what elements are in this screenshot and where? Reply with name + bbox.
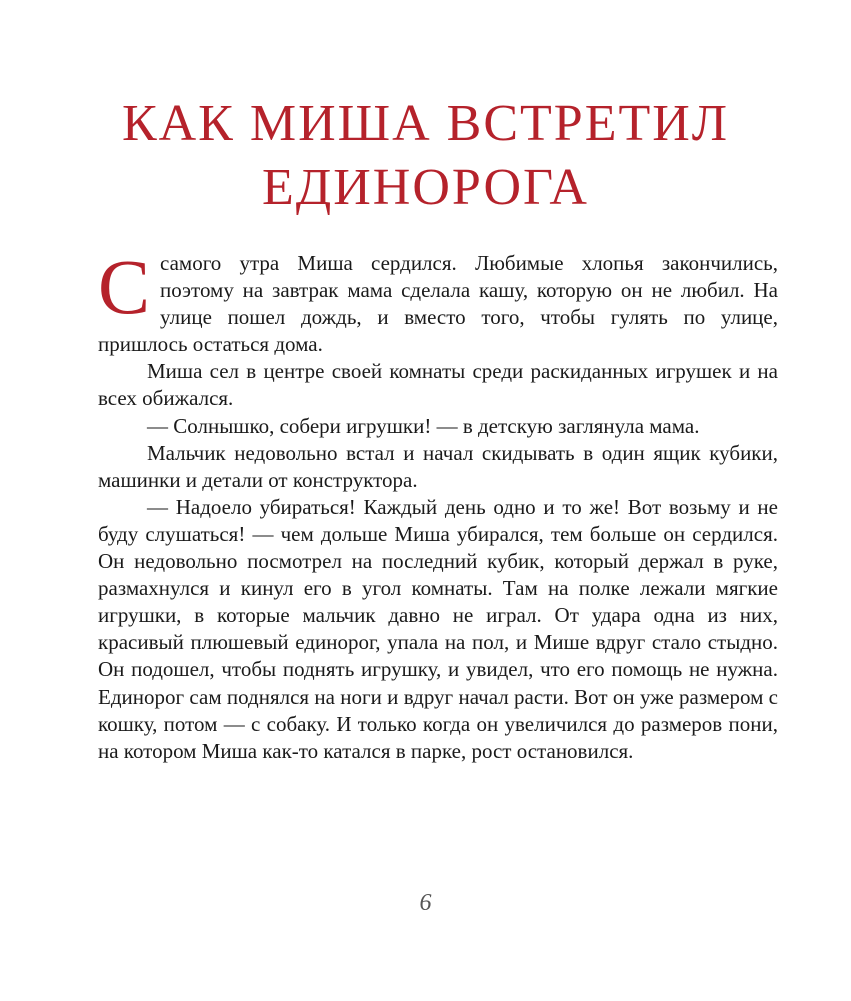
chapter-title-line-2: ЕДИНОРОГА: [262, 159, 589, 216]
paragraph-3: — Солнышко, собери игрушки! — в детскую заглянула мама.: [147, 413, 700, 438]
paragraph-4: Мальчик недовольно встал и начал скидывать в один ящик кубики, машинки и детали от конструктора.: [98, 440, 778, 492]
chapter-title: [0, 92, 851, 220]
drop-cap: С: [98, 243, 151, 330]
paragraph-1: [98, 243, 778, 358]
paragraph-5: — Надоело убираться! Каждый день одно и то же! Вот возьму и не буду слушаться! — чем дольше Миша убирался, тем больше он сердился. Он недовольно посмотрел на последний кубик, который держал в руке, размахнулся и кинул его в угол комнаты. Там на полке лежали мягкие игрушки, в которые мальчик давно не играл. От удара одна из них, красивый плюшевый единорог, упала на пол, и Мише вдруг стало стыдно. Он подошел, чтобы поднять игрушку, и увидел, что его помощь не нужна. Единорог сам поднялся на ноги и вдруг начал расти. Вот он уже размером с кошку, потом — с собаку. И только когда он увеличился до размеров пони, на котором Миша как-то катался в парке, рост остановился.: [98, 494, 778, 763]
paragraph-2: Миша сел в центре своей комнаты среди раскиданных игрушек и на всех обижался.: [98, 359, 778, 411]
story-text: [98, 243, 778, 765]
chapter-title-line-1: КАК МИША ВСТРЕТИЛ: [121, 95, 730, 152]
page-number: 6: [419, 890, 432, 916]
paragraph-1-text: самого утра Миша сердился. Любимые хлопья закончились, поэтому на завтрак мама сделала кашу, которую он не любил. На улице пошел дождь, и вместо того, чтобы гулять по улице, пришлось остаться дома.: [98, 251, 778, 357]
